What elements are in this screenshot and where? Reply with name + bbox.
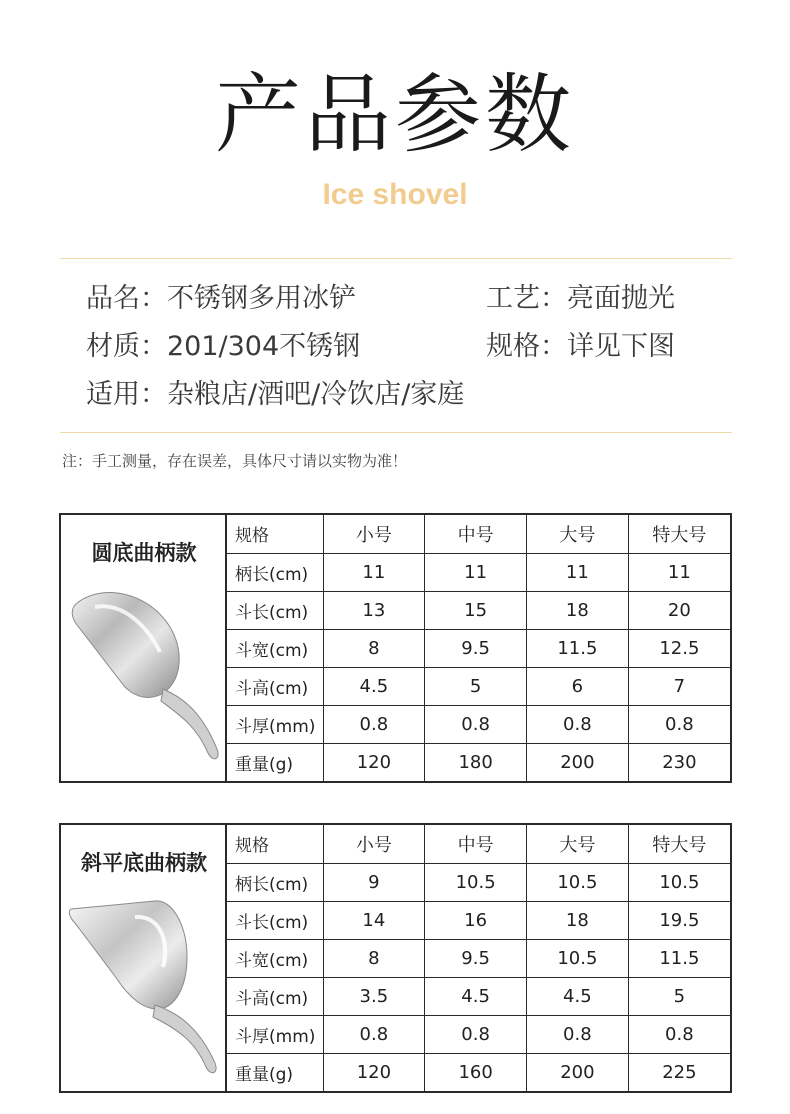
table-cell: 18 xyxy=(527,901,629,939)
table-cell: 16 xyxy=(425,901,527,939)
divider-top xyxy=(60,258,732,259)
row-label: 重量(g) xyxy=(227,743,323,781)
table-row xyxy=(227,705,730,743)
spec-size: 规格：详见下图 xyxy=(486,331,675,362)
row-label: 斗厚(mm) xyxy=(227,705,323,743)
spec-table xyxy=(227,515,730,781)
row-label: 斗高(cm) xyxy=(227,667,323,705)
table-cell: 9.5 xyxy=(425,939,527,977)
table-row xyxy=(227,1053,730,1091)
spec-table-flat-bottom xyxy=(59,823,732,1093)
table-cell: 120 xyxy=(323,743,425,781)
table-header-cell: 中号 xyxy=(425,825,527,863)
table-cell: 10.5 xyxy=(628,863,730,901)
table-header-cell: 大号 xyxy=(527,825,629,863)
table-header-cell: 小号 xyxy=(323,515,425,553)
table-cell: 4.5 xyxy=(323,667,425,705)
table-cell: 200 xyxy=(527,1053,629,1091)
table-cell: 10.5 xyxy=(425,863,527,901)
table-header-cell: 规格 xyxy=(227,515,323,553)
table-row xyxy=(227,901,730,939)
spec-usage: 适用：杂粮店/酒吧/冷饮店/家庭 xyxy=(86,379,465,410)
table-cell: 120 xyxy=(323,1053,425,1091)
round-scoop-image xyxy=(65,577,225,777)
row-label: 斗宽(cm) xyxy=(227,939,323,977)
table-cell: 11.5 xyxy=(527,629,629,667)
table-header-cell: 特大号 xyxy=(628,825,730,863)
table-cell: 0.8 xyxy=(628,705,730,743)
table-header-row xyxy=(227,515,730,553)
table-cell: 200 xyxy=(527,743,629,781)
row-label: 斗长(cm) xyxy=(227,591,323,629)
table-cell: 19.5 xyxy=(628,901,730,939)
table-cell: 7 xyxy=(628,667,730,705)
product-panel xyxy=(61,515,227,781)
table-cell: 0.8 xyxy=(323,1015,425,1053)
table-cell: 0.8 xyxy=(527,705,629,743)
table-cell: 11.5 xyxy=(628,939,730,977)
row-label: 斗厚(mm) xyxy=(227,1015,323,1053)
flat-scoop-image xyxy=(65,887,225,1087)
table-cell: 0.8 xyxy=(323,705,425,743)
table-row xyxy=(227,667,730,705)
table-cell: 5 xyxy=(628,977,730,1015)
table-row xyxy=(227,1015,730,1053)
table-cell: 14 xyxy=(323,901,425,939)
table-header-cell: 特大号 xyxy=(628,515,730,553)
table-header-cell: 规格 xyxy=(227,825,323,863)
row-label: 柄长(cm) xyxy=(227,863,323,901)
table-cell: 0.8 xyxy=(425,705,527,743)
table-header-cell: 小号 xyxy=(323,825,425,863)
table-cell: 11 xyxy=(323,553,425,591)
table-cell: 230 xyxy=(628,743,730,781)
table-cell: 160 xyxy=(425,1053,527,1091)
table-header-cell: 大号 xyxy=(527,515,629,553)
table-row xyxy=(227,863,730,901)
spec-table xyxy=(227,825,730,1091)
table-cell: 0.8 xyxy=(628,1015,730,1053)
table-cell: 4.5 xyxy=(527,977,629,1015)
table-cell: 9.5 xyxy=(425,629,527,667)
row-label: 斗高(cm) xyxy=(227,977,323,1015)
table-cell: 6 xyxy=(527,667,629,705)
table-row xyxy=(227,939,730,977)
table-cell: 13 xyxy=(323,591,425,629)
page-subtitle: Ice shovel xyxy=(322,178,468,211)
table-header-cell: 中号 xyxy=(425,515,527,553)
table-cell: 11 xyxy=(628,553,730,591)
table-cell: 15 xyxy=(425,591,527,629)
table-cell: 0.8 xyxy=(425,1015,527,1053)
page-title: 产品参数 xyxy=(215,65,575,165)
table-cell: 3.5 xyxy=(323,977,425,1015)
table-cell: 8 xyxy=(323,939,425,977)
table-cell: 4.5 xyxy=(425,977,527,1015)
table-cell: 10.5 xyxy=(527,863,629,901)
table-cell: 8 xyxy=(323,629,425,667)
table-row xyxy=(227,629,730,667)
divider-bottom xyxy=(60,432,732,433)
row-label: 柄长(cm) xyxy=(227,553,323,591)
table-row xyxy=(227,743,730,781)
table-cell: 10.5 xyxy=(527,939,629,977)
measurement-note: 注：手工测量，存在误差，具体尺寸请以实物为准！ xyxy=(62,452,408,470)
table-cell: 20 xyxy=(628,591,730,629)
spec-name: 品名：不锈钢多用冰铲 xyxy=(86,283,356,314)
product-title: 圆底曲柄款 xyxy=(91,541,197,565)
spec-table-round-bottom xyxy=(59,513,732,783)
spec-craft: 工艺：亮面抛光 xyxy=(486,283,675,314)
table-cell: 11 xyxy=(527,553,629,591)
table-cell: 18 xyxy=(527,591,629,629)
table-row xyxy=(227,553,730,591)
table-cell: 11 xyxy=(425,553,527,591)
spec-material: 材质：201/304不锈钢 xyxy=(86,331,361,362)
product-panel xyxy=(61,825,227,1091)
table-row xyxy=(227,591,730,629)
table-cell: 180 xyxy=(425,743,527,781)
row-label: 斗宽(cm) xyxy=(227,629,323,667)
row-label: 斗长(cm) xyxy=(227,901,323,939)
product-title: 斜平底曲柄款 xyxy=(81,851,207,875)
table-header-row xyxy=(227,825,730,863)
table-cell: 12.5 xyxy=(628,629,730,667)
row-label: 重量(g) xyxy=(227,1053,323,1091)
table-cell: 0.8 xyxy=(527,1015,629,1053)
table-row xyxy=(227,977,730,1015)
table-cell: 225 xyxy=(628,1053,730,1091)
table-cell: 5 xyxy=(425,667,527,705)
table-cell: 9 xyxy=(323,863,425,901)
